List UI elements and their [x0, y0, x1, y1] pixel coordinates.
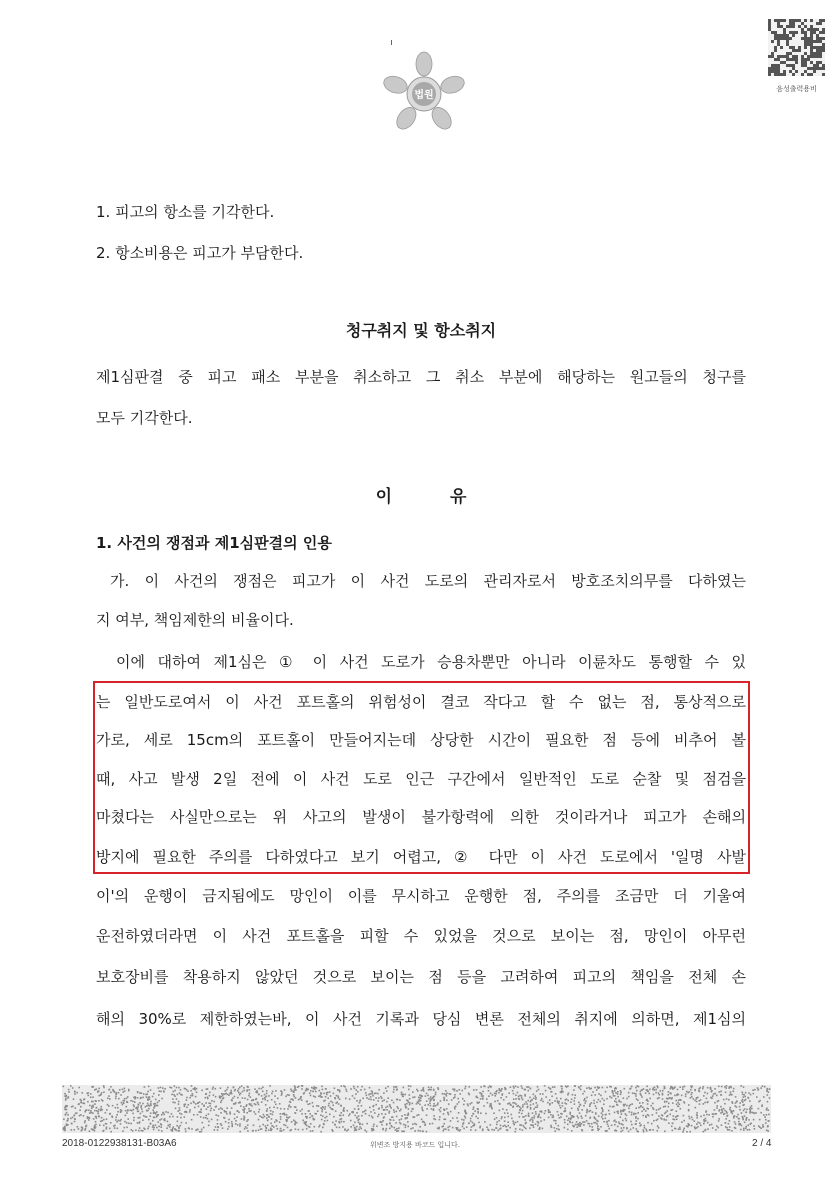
body-line-6: 때, 사고 발생 2일 전에 이 사건 도로 인근 구간에서 일반적인 도로 순찰 및 점검을 — [96, 770, 746, 788]
body-line-11: 보호장비를 착용하지 않았던 것으로 보이는 점 등을 고려하여 피고의 책임을 전체 손 — [96, 968, 746, 986]
anti-forgery-barcode — [62, 1085, 771, 1133]
body-line-9: 이'의 운행이 금지됨에도 망인이 이를 무시하고 운행한 점, 주의를 조금만 더 기울여 — [96, 887, 746, 905]
qr-code-icon — [768, 19, 825, 76]
body-line-10: 운전하였더라면 이 사건 포트홀을 피할 수 있었을 것으로 보이는 점, 망인이 아무런 — [96, 927, 746, 945]
claim-heading: 청구취지 및 항소취지 — [345, 321, 497, 340]
body-line-7: 마쳤다는 사실만으로는 위 사고의 발생이 불가항력에 의한 것이라거나 피고가 손해의 — [96, 808, 746, 826]
scan-mark — [391, 40, 392, 45]
order-item-1: 1. 피고의 항소를 기각한다. — [96, 203, 275, 221]
seal-text: 법원 — [414, 90, 434, 101]
body-line-8: 방지에 필요한 주의를 다하였다고 보기 어렵고, ② 다만 이 사건 도로에서 '일명 사발 — [96, 848, 746, 866]
body-line-12: 해의 30%로 제한하였는바, 이 사건 기록과 당심 변론 전체의 취지에 의하면, 제1심의 — [96, 1010, 746, 1028]
reason-heading-char-1: 이 — [375, 487, 392, 507]
document-id: 2018-0122938131-B03A6 — [62, 1138, 177, 1149]
page-number: 2 / 4 — [752, 1138, 772, 1149]
section1-heading: 1. 사건의 쟁점과 제1심판결의 인용 — [96, 534, 332, 552]
order-item-2: 2. 항소비용은 피고가 부담한다. — [96, 244, 304, 262]
court-seal-icon — [383, 50, 465, 132]
body-line-1: 가. 이 사건의 쟁점은 피고가 이 사건 도로의 관리자로서 방호조치의무를 다하였는 — [110, 572, 746, 590]
body-line-4: 는 일반도로여서 이 사건 포트홀의 위험성이 결코 작다고 할 수 없는 점, 통상적으로 — [96, 693, 746, 711]
barcode-note: 위변조 방지용 바코드 입니다. — [370, 1141, 461, 1149]
claim-line-1: 제1심판결 중 피고 패소 부분을 취소하고 그 취소 부분에 해당하는 원고들의 청구를 — [96, 368, 746, 386]
highlight-box — [93, 681, 750, 874]
body-line-3: 이에 대하여 제1심은 ① 이 사건 도로가 승용차뿐만 아니라 이륜차도 통행할 수 있 — [116, 653, 746, 671]
claim-line-2: 모두 기각한다. — [96, 409, 193, 427]
body-line-5: 가로, 세로 15cm의 포트홀이 만들어지는데 상당한 시간이 필요한 점 등에 비추어 볼 — [96, 731, 746, 749]
qr-caption: 음성출력용비 — [776, 85, 817, 93]
reason-heading-char-2: 유 — [450, 487, 467, 507]
body-line-2: 지 여부, 책임제한의 비율이다. — [96, 611, 294, 629]
reason-heading — [96, 485, 746, 509]
